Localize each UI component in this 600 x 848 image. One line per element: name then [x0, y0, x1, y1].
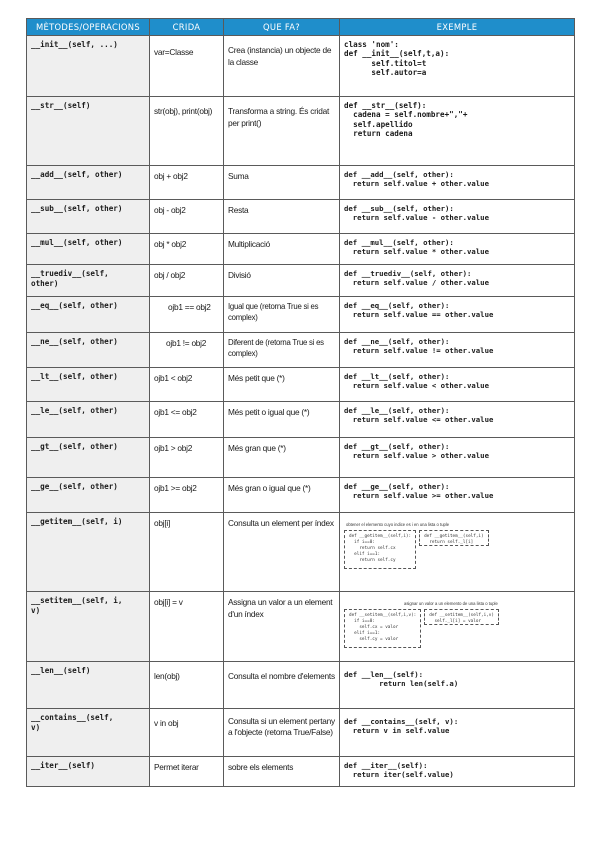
example-cell	[340, 513, 575, 592]
example-cell: def __mul__(self, other): return self.value * other.value	[340, 234, 575, 265]
call-cell: len(obj)	[150, 662, 224, 709]
what-cell: Més petit o igual que (*)	[224, 402, 340, 438]
example-code-pair	[344, 530, 570, 569]
method-cell: __setitem__(self, i, v)	[27, 592, 150, 662]
what-cell: Més gran o igual que (*)	[224, 478, 340, 513]
table-row	[27, 265, 575, 297]
table-row	[27, 333, 575, 368]
call-cell: obj - obj2	[150, 200, 224, 234]
example-cell: def __add__(self, other): return self.value + other.value	[340, 166, 575, 200]
call-cell: ojb1 <= obj2	[150, 402, 224, 438]
method-cell: __add__(self, other)	[27, 166, 150, 200]
example-code-right: def __setitem__(self,i,v) self._l[i] = valor	[424, 609, 499, 625]
method-cell: __le__(self, other)	[27, 402, 150, 438]
example-code-pair	[344, 609, 570, 648]
example-cell: def __le__(self, other): return self.value <= other.value	[340, 402, 575, 438]
example-caption: obtener el elemento cuyo indice es i en una lista o tuple	[346, 522, 450, 527]
call-cell: ojb1 == obj2	[150, 297, 224, 333]
method-cell: __len__(self)	[27, 662, 150, 709]
what-cell: Igual que (retorna True si es complex)	[224, 297, 340, 333]
what-cell: Multiplicació	[224, 234, 340, 265]
call-cell: obj / obj2	[150, 265, 224, 297]
what-cell: Consulta si un element pertany a l'objecte (retorna True/False)	[224, 709, 340, 757]
table-row	[27, 592, 575, 662]
call-cell: ojb1 > obj2	[150, 438, 224, 478]
example-cell	[340, 592, 575, 662]
what-cell: Divisió	[224, 265, 340, 297]
example-cell: class 'nom': def __init__(self,t,a): self.titol=t self.autor=a	[340, 36, 575, 97]
table-row	[27, 402, 575, 438]
what-cell: Diferent de (retorna True si es complex)	[224, 333, 340, 368]
method-cell: __contains__(self, v)	[27, 709, 150, 757]
table-header-row	[27, 19, 575, 36]
what-cell: Més gran que (*)	[224, 438, 340, 478]
method-cell: __str__(self)	[27, 97, 150, 166]
what-cell: Consulta un element per índex	[224, 513, 340, 592]
what-cell: Més petit que (*)	[224, 368, 340, 402]
call-cell: ojb1 != obj2	[150, 333, 224, 368]
example-cell: def __eq__(self, other): return self.value == other.value	[340, 297, 575, 333]
example-cell: def __contains__(self, v): return v in self.value	[340, 709, 575, 757]
table-row	[27, 97, 575, 166]
call-cell: ojb1 >= obj2	[150, 478, 224, 513]
what-cell: Crea (instancia) un objecte de la classe	[224, 36, 340, 97]
table-row	[27, 438, 575, 478]
example-cell: def __len__(self): return len(self.a)	[340, 662, 575, 709]
method-cell: __lt__(self, other)	[27, 368, 150, 402]
table-row	[27, 368, 575, 402]
method-cell: __iter__(self)	[27, 757, 150, 787]
table-row	[27, 297, 575, 333]
method-cell: __mul__(self, other)	[27, 234, 150, 265]
what-cell: Assigna un valor a un element d'un índex	[224, 592, 340, 662]
methods-table	[26, 18, 575, 787]
table-row	[27, 200, 575, 234]
example-cell: def __ge__(self, other): return self.value >= other.value	[340, 478, 575, 513]
method-cell: __getitem__(self, i)	[27, 513, 150, 592]
method-cell: __sub__(self, other)	[27, 200, 150, 234]
example-caption: asignar un valor a un elemento de una lista o tuple	[404, 601, 498, 606]
header-method: MÈTODES/OPERACIONS	[27, 19, 150, 36]
example-cell: def __iter__(self): return iter(self.value)	[340, 757, 575, 787]
example-cell: def __lt__(self, other): return self.value < other.value	[340, 368, 575, 402]
example-code-right: def __getitem__(self,i) return self._l[i]	[419, 530, 489, 546]
what-cell: Suma	[224, 166, 340, 200]
table-row	[27, 36, 575, 97]
method-cell: __gt__(self, other)	[27, 438, 150, 478]
method-cell: __ge__(self, other)	[27, 478, 150, 513]
what-cell: sobre els elements	[224, 757, 340, 787]
example-cell: def __str__(self): cadena = self.nombre+","+ self.apellido return cadena	[340, 97, 575, 166]
call-cell: obj[i] = v	[150, 592, 224, 662]
table-row	[27, 662, 575, 709]
method-cell: __truediv__(self, other)	[27, 265, 150, 297]
call-cell: str(obj), print(obj)	[150, 97, 224, 166]
header-what: QUE FA?	[224, 19, 340, 36]
what-cell: Resta	[224, 200, 340, 234]
header-example: EXEMPLE	[340, 19, 575, 36]
table-row	[27, 513, 575, 592]
example-code-left: def __getitem__(self,i): if i==0: return self.cx elif i==1: return self.cy	[344, 530, 416, 569]
table-row	[27, 478, 575, 513]
call-cell: obj[i]	[150, 513, 224, 592]
method-cell: __eq__(self, other)	[27, 297, 150, 333]
example-cell: def __gt__(self, other): return self.value > other.value	[340, 438, 575, 478]
what-cell: Transforma a string. És cridat per print()	[224, 97, 340, 166]
what-cell: Consulta el nombre d'elements	[224, 662, 340, 709]
table-row	[27, 234, 575, 265]
call-cell: obj + obj2	[150, 166, 224, 200]
call-cell: ojb1 < obj2	[150, 368, 224, 402]
call-cell: v in obj	[150, 709, 224, 757]
call-cell: var=Classe	[150, 36, 224, 97]
method-cell: __init__(self, ...)	[27, 36, 150, 97]
example-cell: def __truediv__(self, other): return self.value / other.value	[340, 265, 575, 297]
method-cell: __ne__(self, other)	[27, 333, 150, 368]
example-code-left: def __setitem__(self,i,v): if i==0: self.cx = valor elif i==1: self.cy = valor	[344, 609, 421, 648]
example-cell: def __sub__(self, other): return self.value - other.value	[340, 200, 575, 234]
call-cell: obj * obj2	[150, 234, 224, 265]
table-row	[27, 166, 575, 200]
example-cell: def __ne__(self, other): return self.value != other.value	[340, 333, 575, 368]
header-call: CRIDA	[150, 19, 224, 36]
table-row	[27, 757, 575, 787]
call-cell: Permet iterar	[150, 757, 224, 787]
table-row	[27, 709, 575, 757]
